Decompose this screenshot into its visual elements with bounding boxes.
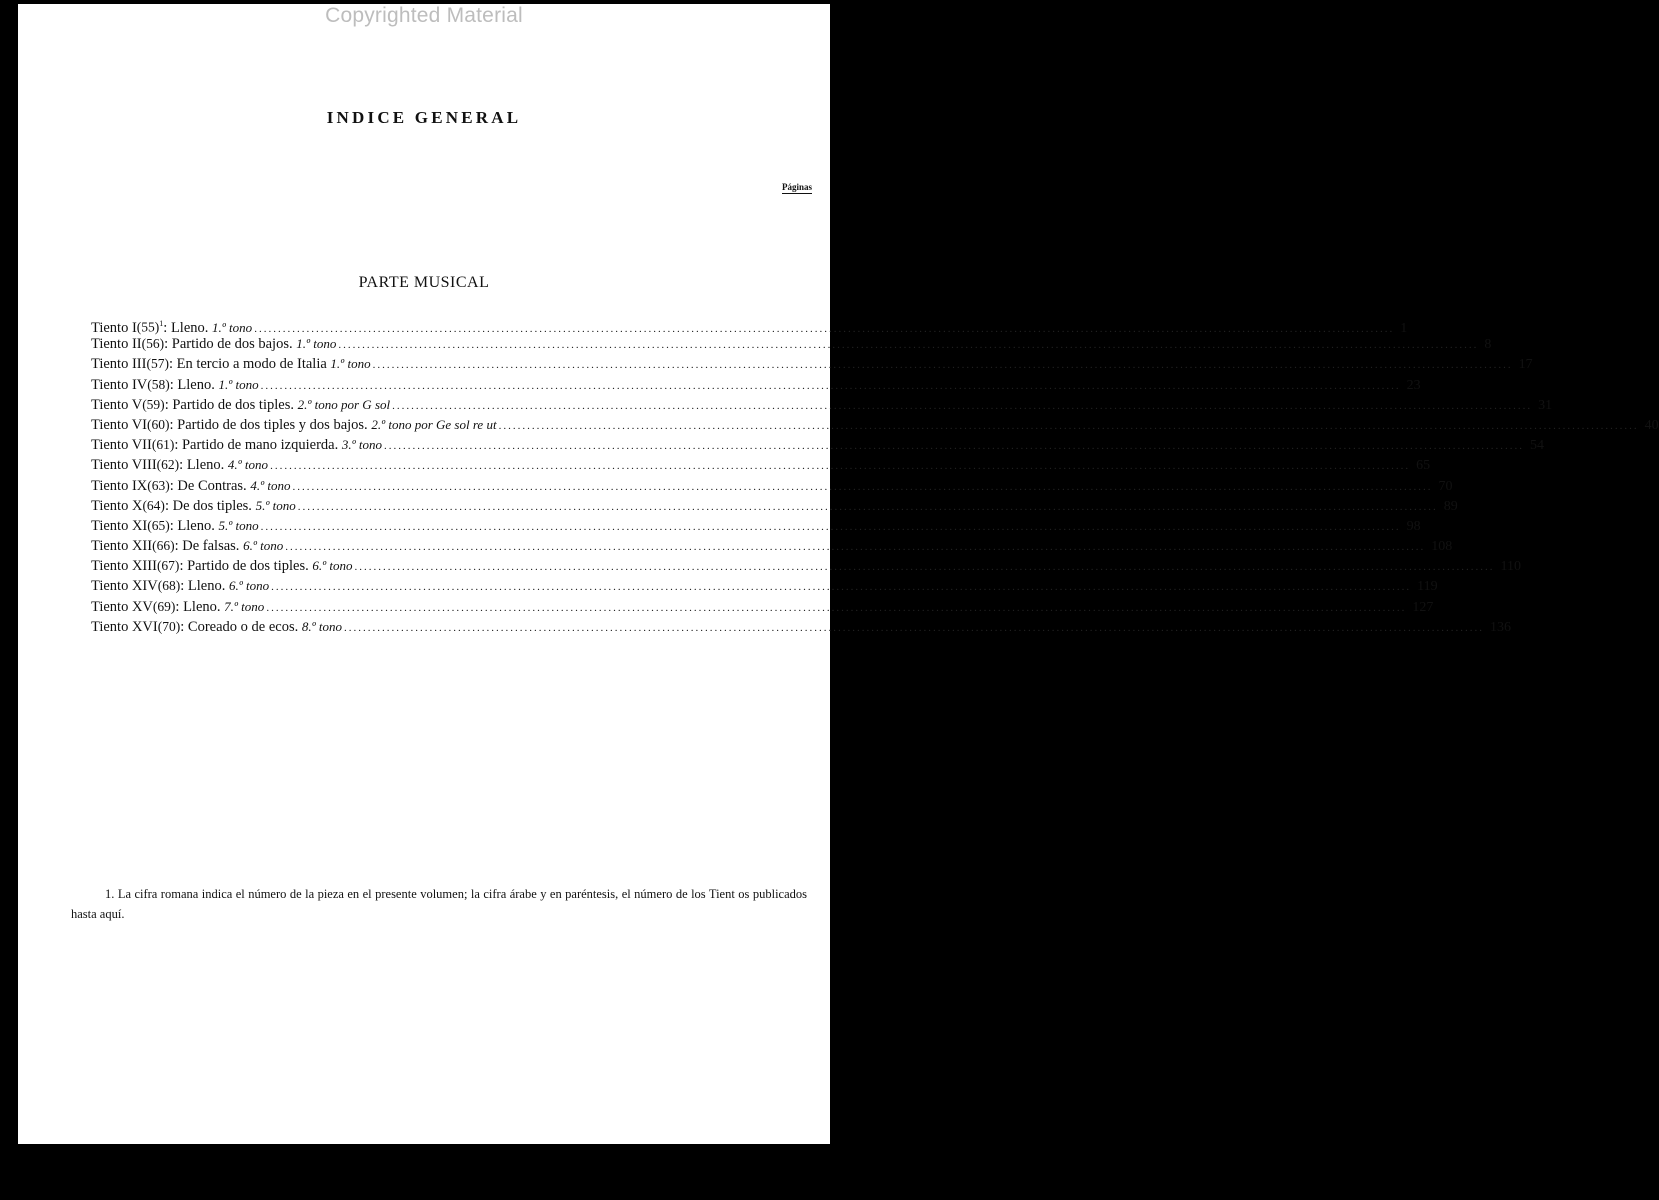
- toc-entry-label: Tiento VI: [91, 416, 148, 433]
- toc-entry-mode: 6.º tono: [312, 558, 353, 574]
- dot-leader: [338, 335, 1478, 355]
- toc-entry-number-text: (64): [142, 497, 165, 513]
- toc-entry-number: [142, 496, 165, 516]
- toc-entry: [91, 556, 1521, 576]
- toc-entry-description: [170, 415, 497, 435]
- toc-entry: [91, 516, 1421, 536]
- toc-entry-title: : Partido de dos tiples.: [164, 396, 294, 413]
- toc-entry-title: : Lleno.: [169, 376, 215, 393]
- toc-entry-label: Tiento III: [91, 356, 147, 373]
- toc-entry-mode: 1.º tono: [296, 336, 337, 352]
- toc-entry-label: Tiento XVI: [91, 618, 158, 635]
- toc-entry-description: [180, 576, 269, 596]
- toc-entry-mode: 1.º tono: [218, 376, 259, 392]
- toc-entry-mode: 8.º tono: [301, 618, 343, 634]
- toc-entry-label: Tiento XII: [91, 538, 153, 555]
- toc-entry-number-text: (61): [151, 437, 175, 453]
- toc-entry-mode: 7.º tono: [224, 598, 265, 614]
- toc-entry: [91, 536, 1453, 556]
- toc-entry-number: [147, 516, 170, 536]
- toc-entry-number-text: (60): [147, 416, 170, 432]
- toc-entry-label: Tiento XI: [91, 517, 148, 534]
- toc-entry-page: 31: [1538, 397, 1553, 413]
- toc-entry-title: : Lleno.: [169, 517, 215, 534]
- toc-entry-number: [147, 415, 170, 435]
- table-of-contents: [91, 314, 1659, 637]
- toc-entry-number: [157, 556, 180, 576]
- toc-entry-description: [179, 556, 352, 576]
- dot-leader: [499, 416, 1639, 436]
- toc-entry: [91, 597, 1434, 617]
- toc-entry-title: : En tercio a modo de Italia: [168, 356, 327, 373]
- toc-entry-label: Tiento XIV: [91, 578, 158, 595]
- dot-leader: [373, 355, 1513, 375]
- toc-entry-description: [175, 597, 264, 617]
- toc-entry: [91, 354, 1533, 374]
- toc-entry-mode: 3.º tono: [341, 437, 383, 453]
- toc-entry-page: 70: [1438, 478, 1453, 494]
- toc-entry-label: Tiento XIII: [91, 558, 157, 575]
- dot-leader: [285, 537, 1425, 557]
- toc-entry: [91, 576, 1438, 596]
- toc-entry-number-text: (67): [156, 558, 180, 574]
- toc-entry: [91, 496, 1458, 516]
- toc-entry-page: 136: [1490, 619, 1512, 635]
- toc-entry-mode: 5.º tono: [255, 497, 296, 513]
- dot-leader: [392, 396, 1532, 416]
- toc-entry-title: : Partido de dos bajos.: [164, 336, 293, 353]
- toc-entry-number: [157, 455, 180, 475]
- toc-entry-title: : Partido de mano izquierda.: [174, 437, 339, 454]
- footnote-mark: 1: [159, 319, 164, 328]
- dot-leader: [266, 598, 1406, 618]
- toc-entry-page: 127: [1412, 599, 1434, 615]
- toc-entry-label: Tiento II: [91, 336, 142, 353]
- toc-entry-number-text: (56): [141, 336, 165, 352]
- toc-entry-number-text: (65): [147, 517, 170, 533]
- toc-entry-description: [174, 435, 382, 455]
- dot-leader: [355, 557, 1495, 577]
- document-page: [18, 4, 1659, 1144]
- toc-entry-number: [152, 536, 175, 556]
- toc-entry-number: [152, 435, 175, 455]
- toc-entry-label: Tiento X: [91, 497, 143, 514]
- dot-leader: [298, 497, 1438, 517]
- toc-entry-page: 1: [1400, 320, 1408, 336]
- toc-entry-page: 17: [1518, 357, 1533, 373]
- toc-entry-page: 23: [1406, 377, 1421, 393]
- toc-entry-page: 108: [1431, 539, 1453, 555]
- toc-entry: [91, 375, 1421, 395]
- toc-entry-label: Tiento V: [91, 396, 143, 413]
- toc-entry-title: : Lleno.: [175, 598, 221, 615]
- toc-entry-description: [169, 354, 371, 374]
- dot-leader: [261, 376, 1401, 396]
- toc-entry-title: : Lleno.: [180, 578, 226, 595]
- toc-entry-number: [158, 576, 181, 596]
- toc-entry-mode: 1.º tono: [330, 356, 371, 372]
- toc-entry-page: 8: [1484, 337, 1492, 353]
- toc-entry-mode: 2.º tono por Ge sol re ut: [371, 416, 497, 432]
- toc-entry-mode: 4.º tono: [227, 457, 269, 473]
- toc-entry-number-text: (63): [147, 477, 170, 493]
- toc-entry-number: [147, 375, 170, 395]
- toc-entry-label: Tiento VII: [91, 437, 152, 454]
- dot-leader: [271, 577, 1411, 597]
- toc-entry-number-text: (69): [152, 598, 176, 614]
- toc-entry-title: : Partido de dos tiples.: [179, 558, 309, 575]
- toc-entry-description: [165, 395, 390, 415]
- toc-entry-description: [165, 496, 296, 516]
- toc-entry-mode: 4.º tono: [250, 477, 291, 493]
- toc-entry: [91, 334, 1492, 354]
- toc-entry-page: 40: [1644, 417, 1659, 433]
- toc-entry-label: Tiento IV: [91, 376, 148, 393]
- toc-entry-number-text: (59): [142, 396, 165, 412]
- toc-entry-title: : De Contras.: [169, 477, 247, 494]
- toc-entry-number: [153, 597, 176, 617]
- toc-entry-page: 98: [1406, 518, 1421, 534]
- toc-entry-number: [158, 617, 181, 637]
- footnote: 1. La cifra romana indica el número de la pieza en el presente volumen; la cifra árabe y en paréntesis, el número de los Tient os publicados hasta aquí.: [71, 887, 807, 921]
- toc-entry: [91, 415, 1659, 435]
- toc-entry-number: [142, 395, 165, 415]
- toc-entry-number-text: (68): [157, 578, 181, 594]
- toc-entry-mode: 5.º tono: [218, 517, 259, 533]
- toc-entry-number-text: (58): [147, 376, 170, 392]
- toc-entry-number-text: (70): [157, 618, 181, 634]
- toc-entry-number: [142, 334, 165, 354]
- dot-leader: [384, 436, 1524, 456]
- toc-entry-description: [170, 476, 291, 496]
- toc-entry: [91, 395, 1553, 415]
- toc-entry-description: [170, 375, 259, 395]
- toc-entry-page: 65: [1416, 458, 1431, 474]
- toc-entry: [91, 476, 1453, 496]
- toc-entry-label: Tiento IX: [91, 477, 148, 494]
- toc-entry: [91, 455, 1431, 475]
- dot-leader: [261, 517, 1401, 537]
- toc-entry-page: 110: [1500, 559, 1521, 575]
- page-title: INDICE GENERAL: [326, 108, 522, 127]
- toc-entry-number-text: (57): [146, 356, 169, 372]
- toc-entry-title: : De falsas.: [174, 538, 240, 555]
- toc-entry: [91, 435, 1545, 455]
- dot-leader: [292, 477, 1432, 497]
- section-title: PARTE MUSICAL: [358, 274, 490, 291]
- dot-leader: [270, 456, 1410, 476]
- toc-entry-title: : Lleno.: [163, 319, 209, 336]
- toc-entry-number-text: (55): [136, 319, 160, 335]
- toc-entry-number-text: (62): [156, 457, 180, 473]
- toc-entry-description: [164, 334, 336, 354]
- toc-entry-label: Tiento XV: [91, 598, 153, 615]
- toc-entry-title: : Coreado o de ecos.: [180, 618, 299, 635]
- toc-entry-description: [175, 536, 284, 556]
- toc-entry-title: : De dos tiples.: [164, 497, 252, 514]
- toc-entry-mode: 1.º tono: [212, 319, 253, 335]
- toc-entry-page: 54: [1530, 438, 1545, 454]
- pages-column-header: Páginas: [781, 182, 812, 192]
- toc-entry-page: 89: [1443, 498, 1458, 514]
- watermark: Copyrighted Material: [325, 4, 523, 27]
- toc-entry-page: 119: [1417, 579, 1438, 595]
- toc-entry-mode: 2.º tono por G sol: [297, 396, 391, 412]
- toc-entry-description: [170, 516, 259, 536]
- toc-entry: [91, 314, 1408, 336]
- toc-entry-title: : Lleno.: [179, 457, 225, 474]
- dot-leader: [344, 618, 1484, 638]
- toc-entry-number-text: (66): [152, 538, 175, 554]
- toc-entry-description: [179, 455, 268, 475]
- toc-entry: [91, 617, 1512, 637]
- toc-entry-title: : Partido de dos tiples y dos bajos.: [169, 416, 368, 433]
- toc-entry-label: Tiento VIII: [91, 457, 157, 474]
- toc-entry-number: [146, 354, 169, 374]
- toc-entry-mode: 6.º tono: [243, 538, 284, 554]
- toc-entry-mode: 6.º tono: [228, 578, 270, 594]
- toc-entry-number: [147, 476, 170, 496]
- toc-entry-description: [180, 617, 342, 637]
- toc-entry-label: Tiento I: [91, 319, 137, 336]
